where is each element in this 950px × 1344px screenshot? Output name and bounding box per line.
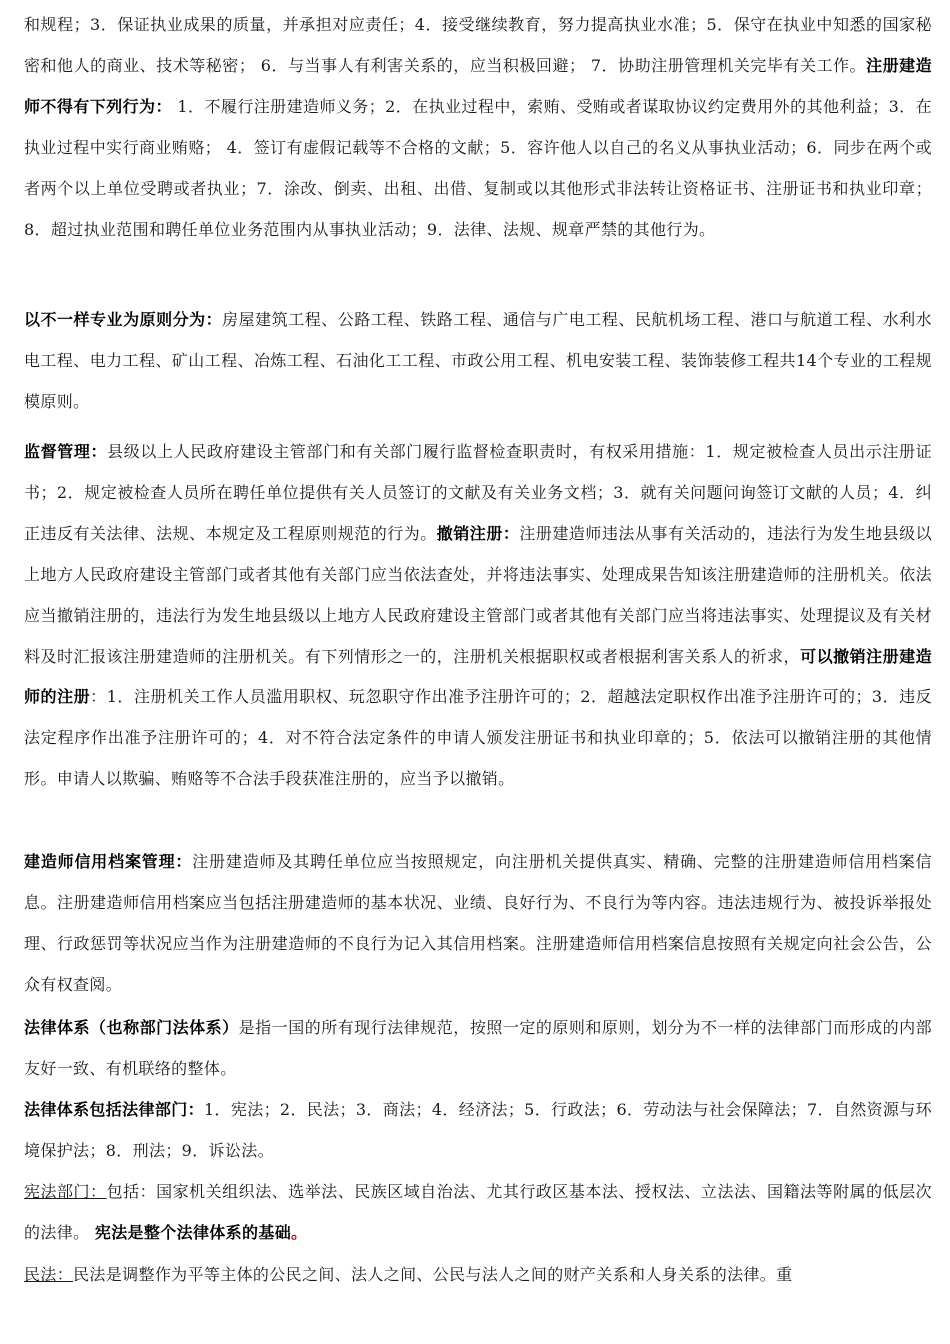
text: 民法是调整作为平等主体的公民之间、法人之间、公民与法人之间的财产关系和人身关系的法律。重: [73, 1265, 793, 1284]
red-period: 。: [291, 1222, 308, 1242]
heading-legal-departments: 法律体系包括法律部门：: [24, 1100, 204, 1119]
text: 1．宪法；2．民法；3．商法；4．经济法；5．行政法；6．劳动法与社会保障法；7．自然资源与环境保护法；8．刑法；9．诉讼法。: [24, 1100, 932, 1160]
paragraph-civil-law: [24, 1255, 932, 1296]
paragraph-constitution: [24, 1172, 932, 1254]
heading-supervision: 监督管理：: [24, 442, 108, 461]
text: 是指一国的所有现行法律规范，按照一定的原则和原则，划分为不一样的法律部门而形成的内部友好一致、有机联络的整体。: [24, 1018, 932, 1078]
text: 县级以上人民政府建设主管部门和有关部门履行监督检查职责时，有权采用措施：1．规定被检查人员出示注册证书；2．规定被检查人员所在聘任单位提供有关人员签订的文献及有关业务文档；3．就有关问题问询签订文献的人员；4．纠正违反有关法律、法规、本规定及工程原则规范的行为。: [24, 442, 932, 543]
text: ：1．注册机关工作人员滥用职权、玩忽职守作出准予注册许可的；2．超越法定职权作出准予注册许可的；3．违反法定程序作出准予注册许可的；4．对不符合法定条件的申请人颁发注册证书和执业印章的；5．依法可以撤销注册的其他情形。申请人以欺骗、贿赂等不合法手段获准注册的，应当予以撤销。: [24, 687, 932, 789]
paragraph-legal-system: [24, 1008, 932, 1090]
heading-constitution: 宪法部门：: [24, 1182, 107, 1201]
heading-civil-law: 民法：: [24, 1265, 74, 1284]
paragraph-obligations: [24, 5, 932, 250]
heading-revocation: 撤销注册：: [436, 523, 520, 543]
paragraph-supervision: [24, 432, 932, 800]
text: 和规程；3．保证执业成果的质量，并承担对应责任；4．接受继续教育，努力提高执业水准；5．保守在执业中知悉的国家秘密和他人的商业、技术等秘密； 6．与当事人有利害关系的，应当积极回避； 7．协助注册管理机关完毕有关工作。: [24, 15, 932, 75]
heading-specialties: 以不一样专业为原则分为：: [24, 310, 223, 329]
text: 注册建造师及其聘任单位应当按照规定，向注册机关提供真实、精确、完整的注册建造师信用档案信息。注册建造师信用档案应当包括注册建造师的基本状况、业绩、良好行为、不良行为等内容。违法违规行为、被投诉举报处理、行政惩罚等状况应当作为注册建造师的不良行为记入其信用档案。注册建造师信用档案信息按照有关规定向社会公告，公众有权查阅。: [24, 852, 932, 994]
heading-prohibited-acts: 注册建造师不得有下列行为：: [24, 55, 932, 116]
text: 房屋建筑工程、公路工程、铁路工程、通信与广电工程、民航机场工程、港口与航道工程、水利水电工程、电力工程、矿山工程、冶炼工程、石油化工工程、市政公用工程、机电安装工程、装饰装修工程共14个专业的工程规模原则。: [24, 310, 933, 411]
text: 注册建造师违法从事有关活动的，违法行为发生地县级以上地方人民政府建设主管部门或者其他有关部门应当依法查处，并将违法事实、处理成果告知该注册建造师的注册机关。依法应当撤销注册的，违法行为发生地县级以上地方人民政府建设主管部门或者其他有关部门应当将违法事实、处理提议及有关材料及时汇报该注册建造师的注册机关。有下列情形之一的，注册机关根据职权或者根据利害关系人的祈求，: [24, 523, 932, 666]
heading-credit-archive: 建造师信用档案管理：: [24, 852, 193, 871]
text: 包括：国家机关组织法、选举法、民族区域自治法、尤其行政区基本法、授权法、立法法、国籍法等附属的低层次的法律。: [24, 1182, 932, 1242]
paragraph-legal-departments: [24, 1090, 932, 1172]
paragraph-specialties: [24, 300, 932, 423]
text: 1．不履行注册建造师义务；2．在执业过程中，索贿、受贿或者谋取协议约定费用外的其他利益；3．在执业过程中实行商业贿赂； 4．签订有虚假记载等不合格的文献；5．容许他人以自己的名义从事执业活动；6．同步在两个或者两个以上单位受聘或者执业；7．涂改、倒卖、出租、出借、复制或以其他形式非法转让资格证书、注册证书和执业印章；8．超过执业范围和聘任单位业务范围内从事执业活动；9．法律、法规、规章严禁的其他行为。: [24, 96, 932, 239]
heading-legal-system: 法律体系（也称部门法体系）: [24, 1018, 239, 1037]
bold-constitution-basis: 宪法是整个法律体系的基础: [94, 1222, 292, 1242]
bold-revocation-clause: 可以撤销注册建造师的注册: [24, 646, 932, 707]
paragraph-credit-archive: [24, 842, 932, 1006]
